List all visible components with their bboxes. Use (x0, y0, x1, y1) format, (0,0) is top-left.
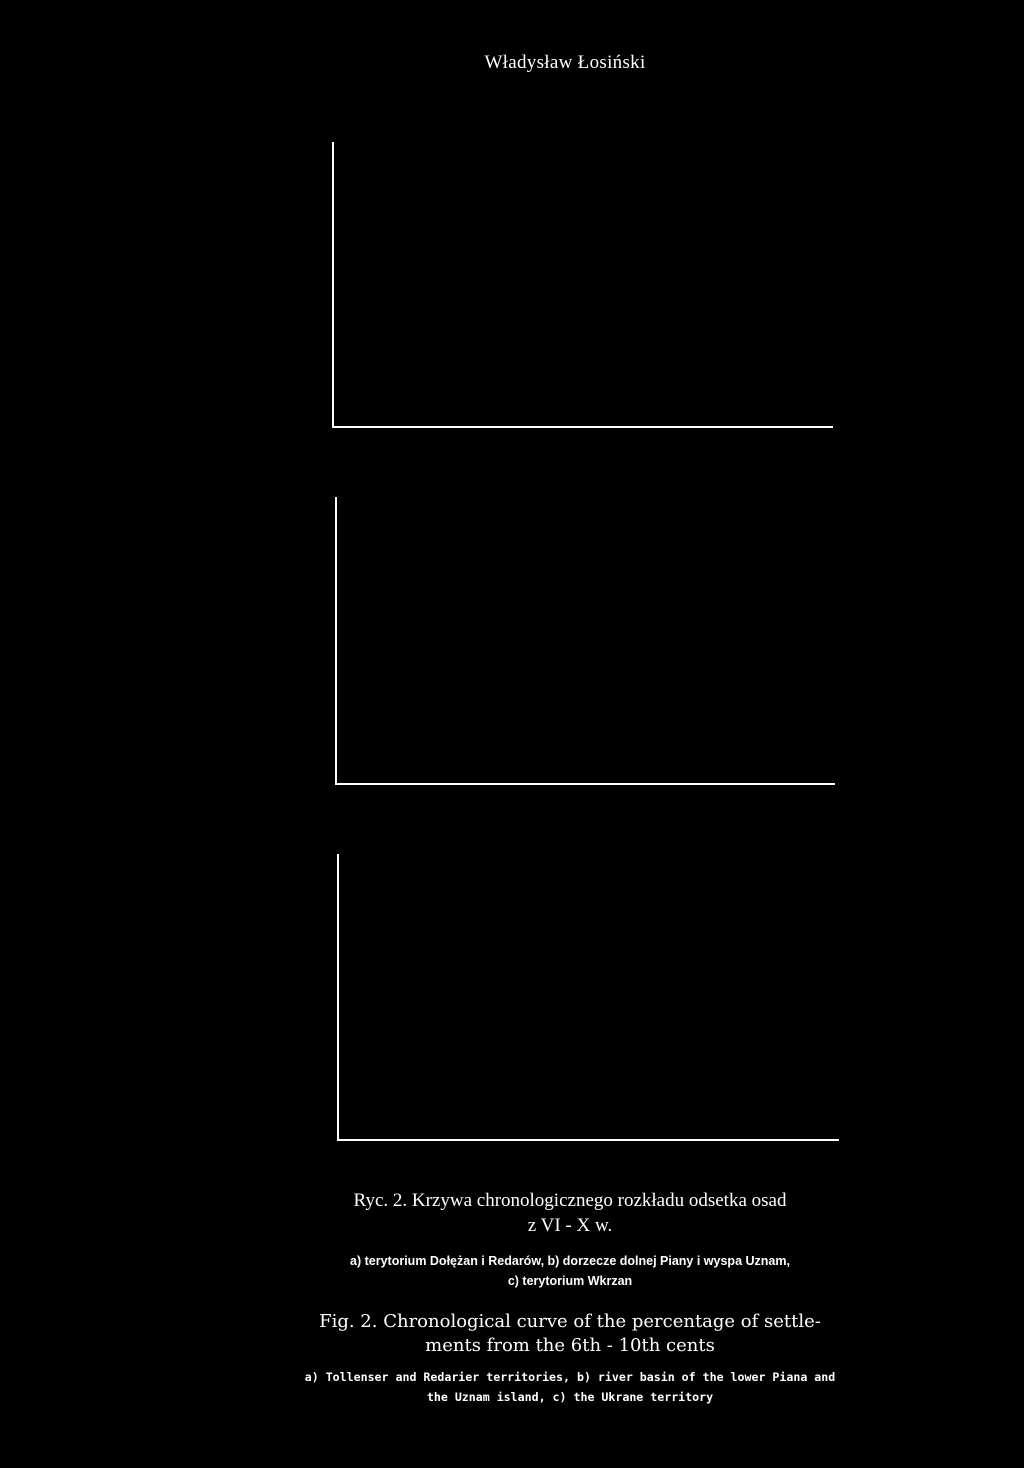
chart-panel-a (332, 142, 833, 428)
caption-pl-title: Ryc. 2. Krzywa chronologicznego rozkładu odsetka osad (353, 1190, 787, 1211)
caption-en-legend: a) Tollenser and Redarier territories, b) river basin of the lower Piana and (304, 1370, 836, 1384)
caption-pl-title-cont: z VI - X w. (527, 1215, 613, 1236)
chart-panel-b (335, 497, 835, 785)
caption-en-title-cont: ments from the 6th - 10th cents (425, 1335, 715, 1356)
caption-pl-legend-cont: c) terytorium Wkrzan (507, 1274, 633, 1288)
caption-en-title: Fig. 2. Chronological curve of the percentage of settle- (319, 1311, 821, 1332)
caption-pl-legend: a) terytorium Dołężan i Redarów, b) dorzecze dolnej Piany i wyspa Uznam, (350, 1254, 790, 1268)
running-head: Władysław Łosiński (484, 52, 646, 73)
caption-en-legend-cont: the Uznam island, c) the Ukrane territory (426, 1390, 714, 1404)
chart-panel-c (337, 854, 839, 1141)
